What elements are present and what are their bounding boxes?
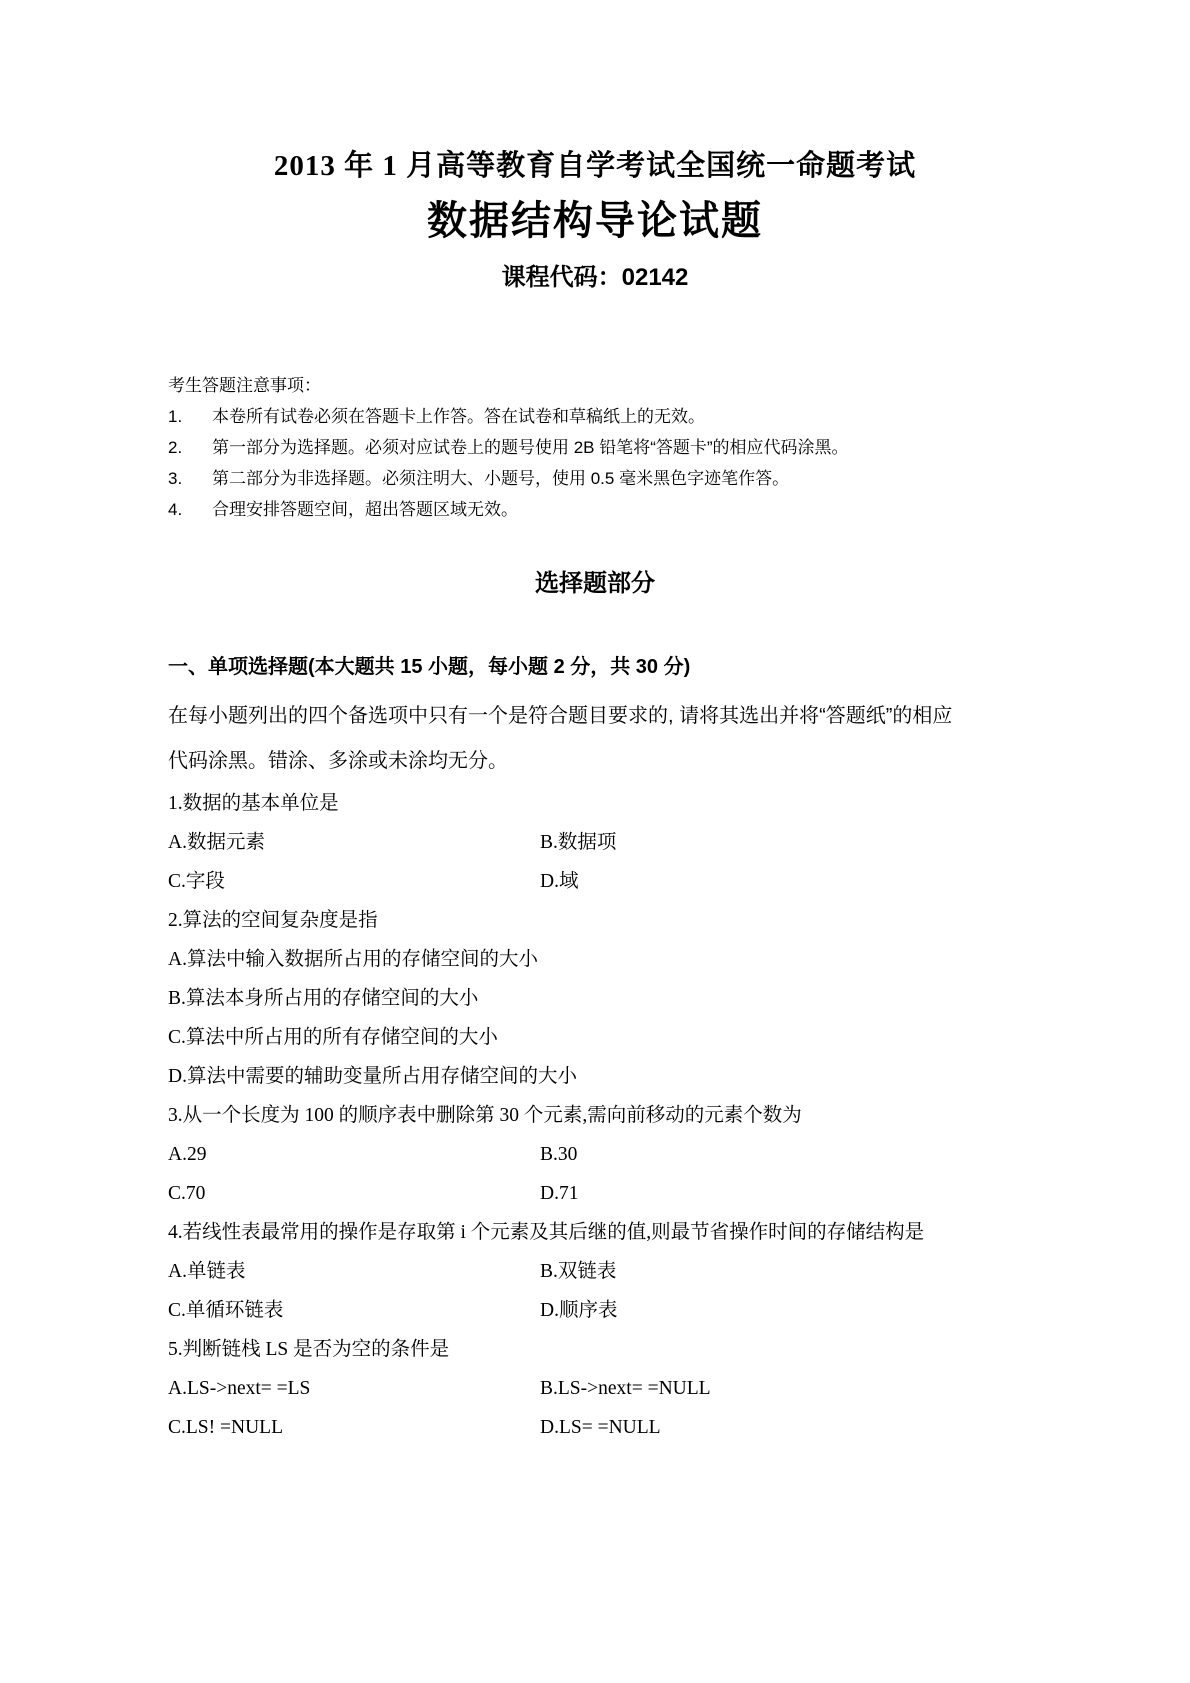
instruction-line: 在每小题列出的四个备选项中只有一个是符合题目要求的, 请将其选出并将“答题纸”的相应 <box>168 705 953 727</box>
option-row <box>168 1135 1022 1174</box>
option: A.数据元素 <box>168 832 265 853</box>
option-row <box>168 979 1022 1018</box>
notice-item <box>168 432 1022 463</box>
option: D.算法中需要的辅助变量所占用存储空间的大小 <box>168 1066 577 1087</box>
question-3 <box>168 1096 1022 1213</box>
option-row <box>168 1057 1022 1096</box>
option: A.LS->next= =LS <box>168 1378 311 1399</box>
notices-heading: 考生答题注意事项： <box>168 376 321 395</box>
option-row <box>168 823 1022 862</box>
question-list <box>168 784 1022 1447</box>
part-one-single-choice <box>168 652 1022 1447</box>
option: C.LS! =NULL <box>168 1417 283 1438</box>
option-row <box>168 1291 1022 1330</box>
option-row <box>168 940 1022 979</box>
instruction-line: 代码涂黑。错涂、多涂或未涂均无分。 <box>168 750 508 772</box>
option: B.30 <box>540 1144 578 1165</box>
exam-body <box>0 370 1190 1447</box>
question-4 <box>168 1213 1022 1330</box>
part1-heading: 一、单项选择题(本大题共 15 小题，每小题 2 分，共 30 分) <box>168 656 691 678</box>
option: B.数据项 <box>540 832 617 853</box>
option-row <box>168 1018 1022 1057</box>
option: D.顺序表 <box>540 1300 618 1321</box>
option: D.LS= =NULL <box>540 1417 661 1438</box>
exam-session-line: 2013 年 1 月高等教育自学考试全国统一命题考试 <box>273 150 917 182</box>
exam-header <box>0 148 1190 294</box>
exam-title: 数据结构导论试题 <box>427 199 763 243</box>
question-1 <box>168 784 1022 901</box>
question-text: 2.算法的空间复杂度是指 <box>168 910 378 931</box>
question-text: 1.数据的基本单位是 <box>168 793 339 814</box>
notice-number: 1. <box>168 407 183 426</box>
option: B.LS->next= =NULL <box>540 1378 711 1399</box>
option-row <box>168 862 1022 901</box>
question-5 <box>168 1330 1022 1447</box>
notice-text: 本卷所有试卷必须在答题卡上作答。答在试卷和草稿纸上的无效。 <box>212 407 705 426</box>
option: A.29 <box>168 1144 207 1165</box>
option: D.域 <box>540 871 579 892</box>
question-text: 5.判断链栈 LS 是否为空的条件是 <box>168 1339 450 1360</box>
notice-item <box>168 463 1022 494</box>
section-title: 选择题部分 <box>535 570 655 597</box>
option: D.71 <box>540 1183 579 1204</box>
option-row <box>168 1252 1022 1291</box>
option: A.算法中输入数据所占用的存储空间的大小 <box>168 949 538 970</box>
option-row <box>168 1174 1022 1213</box>
notice-item <box>168 401 1022 432</box>
option: B.双链表 <box>540 1261 617 1282</box>
part1-instructions <box>168 694 1022 784</box>
question-text: 3.从一个长度为 100 的顺序表中删除第 30 个元素,需向前移动的元素个数为 <box>168 1105 802 1126</box>
option: B.算法本身所占用的存储空间的大小 <box>168 988 479 1009</box>
question-2 <box>168 901 1022 1096</box>
notice-text: 第二部分为非选择题。必须注明大、小题号，使用 0.5 毫米黑色字迹笔作答。 <box>212 469 790 488</box>
course-code: 课程代码：02142 <box>501 264 689 291</box>
notice-number: 4. <box>168 500 183 519</box>
option-row <box>168 1408 1022 1447</box>
option: C.字段 <box>168 871 225 892</box>
notice-number: 3. <box>168 469 183 488</box>
option: C.70 <box>168 1183 206 1204</box>
notice-text: 第一部分为选择题。必须对应试卷上的题号使用 2B 铅笔将“答题卡”的相应代码涂黑。 <box>212 438 849 457</box>
option: C.算法中所占用的所有存储空间的大小 <box>168 1027 498 1048</box>
option: C.单循环链表 <box>168 1300 284 1321</box>
notice-number: 2. <box>168 438 183 457</box>
notice-item <box>168 494 1022 525</box>
notice-text: 合理安排答题空间，超出答题区域无效。 <box>212 500 518 519</box>
candidate-notices <box>168 370 1022 525</box>
option-row <box>168 1369 1022 1408</box>
question-text: 4.若线性表最常用的操作是存取第 i 个元素及其后继的值,则最节省操作时间的存储结构是 <box>168 1222 925 1243</box>
option: A.单链表 <box>168 1261 246 1282</box>
